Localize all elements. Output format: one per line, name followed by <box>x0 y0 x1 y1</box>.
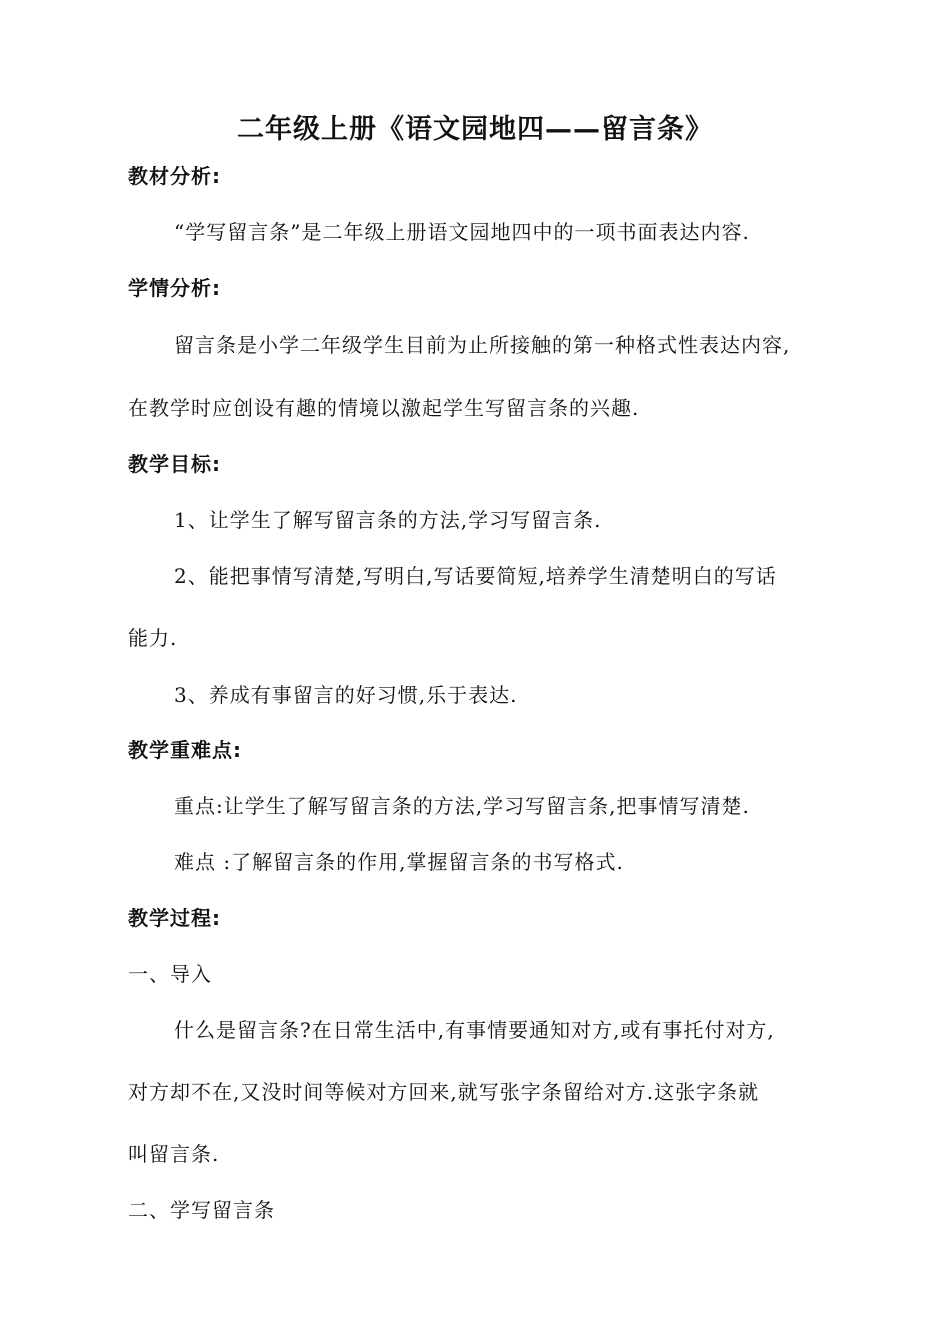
difficulty-point: 难点 :了解留言条的作用,掌握留言条的书写格式. <box>174 850 624 874</box>
key-point: 重点:让学生了解写留言条的方法,学习写留言条,把事情写清楚. <box>174 794 750 818</box>
process-step-1-line-3: 叫留言条. <box>128 1142 220 1166</box>
process-step-1-heading: 一、导入 <box>128 962 212 986</box>
teaching-goal-3: 3、养成有事留言的好习惯,乐于表达. <box>174 683 518 707</box>
teaching-goal-1: 1、让学生了解写留言条的方法,学习写留言条. <box>174 508 602 532</box>
document-title: 二年级上册《语文园地四——留言条》 <box>237 114 713 145</box>
section-heading-teaching-goals: 教学目标: <box>128 452 221 476</box>
textbook-analysis-paragraph: “学写留言条”是二年级上册语文园地四中的一项书面表达内容. <box>174 220 750 244</box>
section-heading-process: 教学过程: <box>128 906 221 930</box>
teaching-goal-2-line-2: 能力. <box>128 626 178 650</box>
process-step-1-line-2: 对方却不在,又没时间等候对方回来,就写张字条留给对方.这张字条就 <box>128 1080 760 1104</box>
section-heading-learning-analysis: 学情分析: <box>128 276 221 300</box>
process-step-1-line-1: 什么是留言条?在日常生活中,有事情要通知对方,或有事托付对方, <box>174 1018 775 1042</box>
process-step-2-heading: 二、学写留言条 <box>128 1198 275 1222</box>
learning-analysis-line-2: 在教学时应创设有趣的情境以激起学生写留言条的兴趣. <box>128 396 640 420</box>
learning-analysis-line-1: 留言条是小学二年级学生目前为止所接触的第一种格式性表达内容, <box>174 333 791 357</box>
teaching-goal-2-line-1: 2、能把事情写清楚,写明白,写话要简短,培养学生清楚明白的写话 <box>174 564 777 588</box>
section-heading-textbook-analysis: 教材分析: <box>128 164 221 188</box>
section-heading-key-points: 教学重难点: <box>128 738 242 762</box>
